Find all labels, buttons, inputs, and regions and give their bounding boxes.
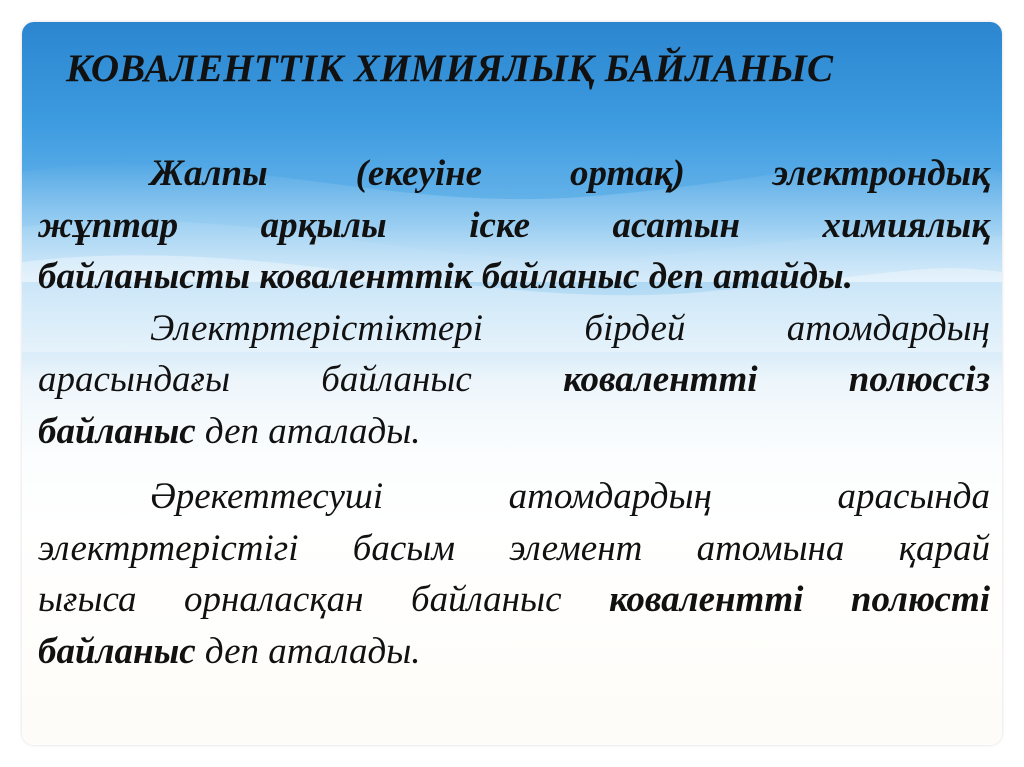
paragraph-definition <box>38 148 990 303</box>
paragraph-1-line-1: Жалпы (екеуіне ортақ) электрондық <box>150 153 990 194</box>
paragraph-3-line-4: байланыс деп аталады. <box>38 630 421 672</box>
paragraph-3-line-3: ығыса орналасқан байланыс ковалентті полюсті <box>38 579 991 620</box>
paragraph-2-line-3: байланыс деп аталады. <box>38 410 421 452</box>
paragraph-polar <box>38 471 990 677</box>
slide-title: КОВАЛЕНТТІК ХИМИЯЛЫҚ БАЙЛАНЫС <box>66 47 834 90</box>
paragraph-spacer <box>38 457 990 471</box>
paragraph-nonpolar <box>38 303 990 458</box>
paragraph-1-line-2: жұптар арқылы іске асатын химиялық <box>38 204 990 246</box>
paragraph-2-line-2: арасындағы байланыс ковалентті полюссіз <box>38 359 991 400</box>
slide-body <box>38 148 990 677</box>
paragraph-2-line-1: Электртерістіктері бірдей атомдардың <box>150 307 990 349</box>
paragraph-3-line-1: Әрекеттесуші атомдардың арасында <box>150 476 990 517</box>
paragraph-1-line-3: байланысты коваленттік байланыс деп атайды. <box>38 256 853 297</box>
paragraph-3-line-2: электртерістігі басым элемент атомына қарай <box>38 527 990 569</box>
